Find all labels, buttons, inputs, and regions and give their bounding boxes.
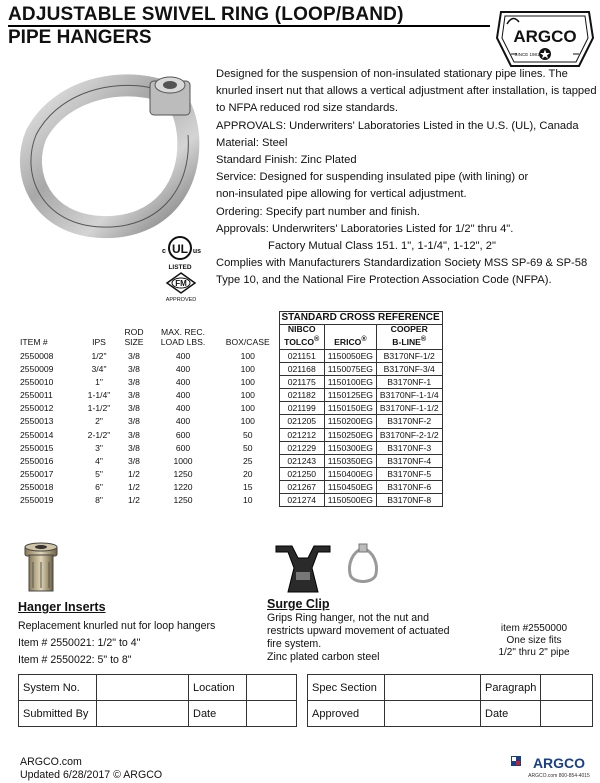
table-row: [18, 441, 442, 454]
cell-box-case: 50: [242, 442, 253, 453]
cell-box-case: 100: [240, 364, 255, 375]
cell-cooper-ref: B3170NF-5: [376, 467, 442, 480]
surge-clip-title: Surge Clip: [267, 597, 330, 611]
cell-erico-ref: 1150050EG: [324, 349, 376, 362]
system-no-label: System No.: [19, 675, 97, 701]
cell-erico-ref: 1150450EG: [324, 480, 376, 493]
cell-cooper-ref: B3170NF-2: [376, 415, 442, 428]
table-row: [18, 493, 442, 506]
location-field[interactable]: [247, 675, 297, 701]
date-field[interactable]: [247, 701, 297, 727]
cell-item-number: 2550013: [20, 416, 54, 427]
approved-label: Approved: [308, 701, 385, 727]
cell-box-case: 15: [242, 481, 253, 492]
cell-nibco-ref: 021274: [279, 493, 324, 506]
svg-text:ARGCO: ARGCO: [532, 755, 586, 771]
hanger-inserts-line: Item # 2550021: 1/2" to 4": [18, 637, 141, 649]
col-header-rod: ROD SIZE: [124, 327, 144, 347]
cell-cooper-ref: B3170NF-2-1/2: [376, 428, 442, 441]
cell-nibco-ref: 021168: [279, 363, 324, 376]
cell-item-number: 2550015: [20, 442, 54, 453]
cell-erico-ref: 1150500EG: [324, 493, 376, 506]
cell-ips: 3": [95, 442, 103, 453]
col-header-cooper: COOPER B-LINE®: [376, 325, 442, 350]
surge-clip-image: [272, 538, 334, 598]
footer-argco-logo: [509, 754, 594, 780]
paragraph-label: Paragraph: [481, 675, 541, 701]
cell-erico-ref: 1150300EG: [324, 441, 376, 454]
cell-rod-size: 3/8: [128, 351, 140, 361]
date2-label: Date: [481, 701, 541, 727]
description-line: Factory Mutual Class 151. 1", 1-1/4", 1-12", 2": [268, 240, 496, 253]
cell-nibco-ref: 021151: [279, 349, 324, 362]
cell-rod-size: 3/8: [128, 416, 140, 427]
cell-rod-size: 3/8: [128, 377, 140, 388]
submitted-by-field[interactable]: [97, 701, 189, 727]
cell-max-load: 400: [175, 377, 191, 388]
cell-erico-ref: 1150100EG: [324, 376, 376, 389]
ul-listed-mark: [160, 233, 200, 273]
cell-cooper-ref: B3170NF-4: [376, 454, 442, 467]
approved-field[interactable]: [385, 701, 481, 727]
cell-nibco-ref: 021250: [279, 467, 324, 480]
svg-text:UL: UL: [172, 242, 188, 256]
cell-cooper-ref: B3170NF-6: [376, 480, 442, 493]
cell-item-number: 2550019: [20, 495, 54, 506]
cross-reference-title: STANDARD CROSS REFERENCE: [279, 312, 442, 325]
col-header-nibco: NIBCO TOLCO®: [279, 325, 324, 350]
cell-erico-ref: 1150200EG: [324, 415, 376, 428]
description-line: to NFPA reduced rod size standards.: [216, 102, 398, 115]
cell-rod-size: 1/2: [128, 468, 140, 479]
cell-max-load: 1250: [173, 468, 193, 479]
surge-clip-line: Grips Ring hanger, not the nut and: [267, 612, 429, 624]
cell-cooper-ref: B3170NF-3/4: [376, 363, 442, 376]
spec-section-label: Spec Section: [308, 675, 385, 701]
col-header-box: BOX/CASE: [225, 336, 270, 347]
cell-ips: 1-1/2": [87, 403, 111, 414]
cell-box-case: 50: [242, 429, 253, 440]
cell-cooper-ref: B3170NF-1-1/2: [376, 402, 442, 415]
cell-rod-size: 3/8: [128, 442, 140, 453]
cell-ips: 3/4": [91, 364, 107, 375]
cell-max-load: 400: [175, 390, 191, 401]
cell-erico-ref: 1150250EG: [324, 428, 376, 441]
spec-section-field[interactable]: [385, 675, 481, 701]
cell-rod-size: 3/8: [128, 403, 140, 414]
svg-text:us: us: [192, 248, 202, 255]
cell-max-load: 1000: [173, 455, 193, 466]
cell-item-number: 2550010: [20, 377, 54, 388]
hanger-inserts-title: Hanger Inserts: [18, 600, 106, 614]
submittal-form-left: [18, 674, 297, 727]
cell-erico-ref: 1150150EG: [324, 402, 376, 415]
cell-nibco-ref: 021212: [279, 428, 324, 441]
location-label: Location: [189, 675, 247, 701]
cell-cooper-ref: B3170NF-1-1/4: [376, 389, 442, 402]
cell-ips: 1/2": [91, 351, 107, 361]
cell-item-number: 2550014: [20, 429, 54, 440]
description-line: Complies with Manufacturers Standardization Society MSS SP-69 & SP-58: [216, 257, 588, 270]
argco-logo: [497, 10, 593, 68]
cell-nibco-ref: 021205: [279, 415, 324, 428]
hanger-inserts-line: Replacement knurled nut for loop hangers: [18, 620, 216, 632]
description-line: Type 10, and the National Fire Protection Association Code (NFPA).: [216, 274, 552, 287]
surge-clip-line: restricts upward movement of actuated: [267, 625, 450, 637]
cell-nibco-ref: 021175: [279, 376, 324, 389]
cell-item-number: 2550011: [20, 390, 53, 401]
cell-ips: 5": [95, 468, 103, 479]
cell-box-case: 10: [242, 495, 253, 506]
cell-max-load: 600: [175, 442, 191, 453]
cell-rod-size: 3/8: [128, 390, 140, 401]
description-line: Service: Designed for suspending insulated pipe (with lining) or: [216, 171, 529, 184]
cell-max-load: 400: [175, 351, 191, 361]
cell-rod-size: 1/2: [128, 481, 140, 492]
surge-clip-line: Zinc plated carbon steel: [267, 651, 380, 663]
hanger-insert-image: [20, 540, 62, 596]
col-header-ips: IPS: [92, 336, 106, 347]
cell-nibco-ref: 021267: [279, 480, 324, 493]
hanger-inserts-line: Item # 2550022: 5" to 8": [18, 654, 132, 666]
cell-item-number: 2550017: [20, 468, 54, 479]
table-row: [18, 363, 442, 376]
svg-text:FM: FM: [175, 279, 187, 288]
svg-text:APPROVED: APPROVED: [165, 297, 197, 303]
page-title: ADJUSTABLE SWIVEL RING (LOOP/BAND): [8, 4, 404, 25]
page-subtitle: PIPE HANGERS: [8, 27, 152, 48]
cell-nibco-ref: 021229: [279, 441, 324, 454]
date-label: Date: [189, 701, 247, 727]
table-row: [18, 389, 442, 402]
cell-rod-size: 3/8: [128, 455, 140, 466]
col-header-erico: ERICO®: [324, 325, 376, 350]
cell-max-load: 600: [175, 429, 191, 440]
svg-text:ARGCO.com 800-854-4015: ARGCO.com 800-854-4015: [528, 773, 590, 779]
footer-updated: Updated 6/28/2017 © ARGCO: [20, 769, 163, 781]
cell-cooper-ref: B3170NF-8: [376, 493, 442, 506]
cell-item-number: 2550018: [20, 481, 54, 492]
cell-max-load: 1220: [173, 481, 193, 492]
cell-ips: 8": [95, 495, 103, 506]
date2-field[interactable]: [541, 701, 593, 727]
description-line: non-insulated pipe allowing for vertical adjustment.: [216, 188, 467, 201]
cell-ips: 6": [95, 481, 103, 492]
cell-ips: 2-1/2": [87, 429, 111, 440]
col-header-item: ITEM #: [20, 336, 48, 347]
table-row: [18, 402, 442, 415]
cell-item-number: 2550016: [20, 455, 54, 466]
cell-box-case: 100: [240, 377, 255, 388]
cell-max-load: 1250: [173, 495, 193, 506]
cell-box-case: 20: [242, 468, 253, 479]
footer-site: ARGCO.com: [20, 756, 82, 768]
cell-max-load: 400: [175, 416, 191, 427]
cell-max-load: 400: [175, 403, 191, 414]
fm-approved-mark: [162, 272, 200, 302]
cell-box-case: 100: [240, 403, 255, 414]
product-description: [216, 66, 596, 290]
description-line: knurled insert nut that allows a vertical adjustment after installation, is tapped: [216, 85, 597, 98]
cell-cooper-ref: B3170NF-3: [376, 441, 442, 454]
cell-item-number: 2550008: [20, 351, 54, 361]
svg-text:LISTED: LISTED: [168, 264, 192, 271]
cell-nibco-ref: 021243: [279, 454, 324, 467]
system-no-field[interactable]: [97, 675, 189, 701]
cell-erico-ref: 1150125EG: [324, 389, 376, 402]
submitted-by-label: Submitted By: [19, 701, 97, 727]
cell-item-number: 2550009: [20, 364, 54, 375]
cell-box-case: 100: [240, 351, 255, 361]
cell-item-number: 2550012: [20, 403, 54, 414]
surge-clip-line: fire system.: [267, 638, 322, 650]
svg-text:c: c: [162, 248, 166, 255]
cell-box-case: 100: [240, 416, 255, 427]
cell-nibco-ref: 021182: [279, 389, 324, 402]
description-line: Material: Steel: [216, 136, 288, 149]
cell-ips: 1-1/4": [87, 390, 111, 401]
swivel-ring-hanger-image: [22, 65, 208, 235]
description-line: APPROVALS: Underwriters' Laboratories Listed in the U.S. (UL), Canada: [216, 119, 579, 132]
table-row: [18, 415, 442, 428]
logo-text: ARGCO: [513, 27, 577, 46]
table-row: [18, 428, 442, 441]
cell-max-load: 400: [175, 364, 191, 375]
cell-cooper-ref: B3170NF-1: [376, 376, 442, 389]
paragraph-field[interactable]: [541, 675, 593, 701]
cell-rod-size: 1/2: [128, 495, 140, 506]
description-line: Approvals: Underwriters' Laboratories Listed for 1/2" thru 4".: [216, 222, 514, 235]
cell-cooper-ref: B3170NF-1/2: [376, 349, 442, 362]
table-row: [18, 376, 442, 389]
cell-rod-size: 3/8: [128, 364, 140, 375]
cell-ips: 4": [95, 455, 103, 466]
col-header-load: MAX. REC. LOAD LBS.: [160, 327, 206, 347]
description-line: Ordering: Specify part number and finish.: [216, 205, 420, 218]
description-line: Designed for the suspension of non-insulated stationary pipe lines. The: [216, 68, 568, 80]
cell-ips: 1": [95, 377, 103, 388]
submittal-form-right: [307, 674, 593, 727]
cell-erico-ref: 1150350EG: [324, 454, 376, 467]
cell-erico-ref: 1150075EG: [324, 363, 376, 376]
table-row: [18, 480, 442, 493]
cell-nibco-ref: 021199: [279, 402, 324, 415]
table-row: [18, 349, 442, 362]
table-row: [18, 454, 442, 467]
cell-box-case: 25: [242, 455, 253, 466]
description-line: Standard Finish: Zinc Plated: [216, 154, 357, 167]
cell-ips: 2": [95, 416, 103, 427]
table-row: [18, 467, 442, 480]
cell-box-case: 100: [240, 390, 255, 401]
cell-erico-ref: 1150400EG: [324, 467, 376, 480]
surge-clip-item-info: item #2550000 One size fits 1/2" thru 2" pipe: [498, 623, 570, 658]
ring-hanger-small-image: [346, 542, 380, 588]
svg-text:SINCE 1981: SINCE 1981: [514, 52, 540, 57]
cell-rod-size: 3/8: [128, 429, 140, 440]
specification-table: [18, 311, 443, 507]
